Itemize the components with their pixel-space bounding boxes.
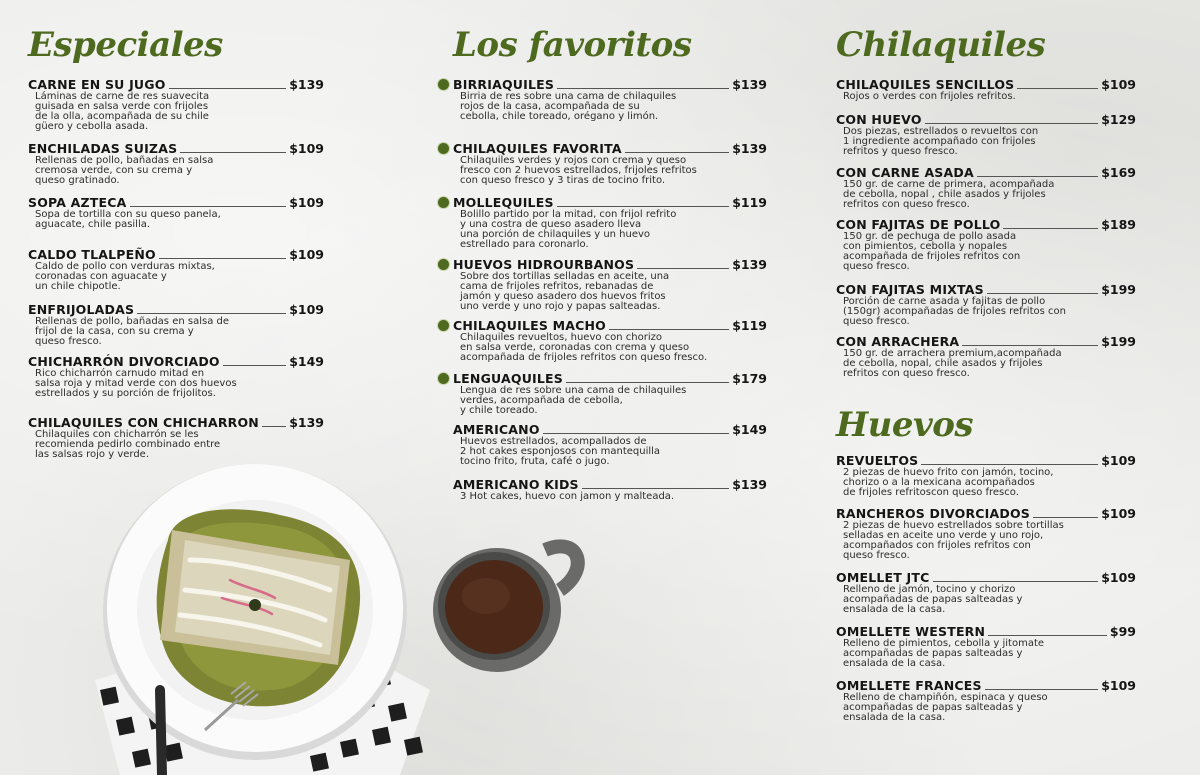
house-badge-icon [437,196,450,209]
item-name: CARNE EN SU JUGO [28,77,166,92]
divider [180,152,286,153]
item-price: $129 [1101,112,1136,127]
item-description: Relleno de pimientos, cebolla y jitomate acompañadas de papas salteadas y ensalada de la casa. [843,638,1045,669]
divider [962,345,1098,346]
item-name: CHILAQUILES FAVORITA [453,141,622,156]
item-price: $109 [1101,77,1136,92]
divider [137,313,286,314]
item-price: $109 [289,195,324,210]
divider [921,464,1098,465]
enchiladas [160,530,350,665]
item-name: ENFRIJOLADAS [28,302,135,317]
divider [933,581,1099,582]
item-name: OMELLETE WESTERN [836,624,986,639]
item-price: $99 [1109,624,1136,639]
item-description: Caldo de pollo con verduras mixtas, coronadas con aguacate y un chile chipotle. [35,261,215,292]
item-price: $139 [732,257,767,272]
item-name: ENCHILADAS SUIZAS [28,141,178,156]
item-description: Sopa de tortilla con su queso panela, aguacate, chile pasilla. [35,209,221,230]
divider [159,258,286,259]
item-description: Láminas de carne de res suavecita guisada en salsa verde con frijoles de la olla, acompañada de su chile güero y cebolla asada. [35,91,210,132]
item-price: $109 [1101,678,1136,693]
item-price: $109 [289,302,324,317]
menu-item [836,282,1136,327]
item-price: $199 [1101,334,1136,349]
item-price: $199 [1101,282,1136,297]
item-description: Huevos estrellados, acompallados de 2 hot cakes esponjosos con mantequilla tocino frito, fruta, café o jugo. [460,436,661,467]
especiales-title: Especiales [28,25,223,65]
divider [1017,88,1098,89]
item-name: RANCHEROS DIVORCIADOS [836,506,1030,521]
divider [262,426,286,427]
item-name: OMELLET JTC [836,570,930,585]
house-badge-icon [437,142,450,155]
item-price: $109 [1101,453,1136,468]
menu-item [836,112,1136,157]
menu-item [453,77,767,122]
item-name: LENGUAQUILES [453,371,563,386]
item-name: CHICHARRÓN DIVORCIADO [28,354,220,369]
menu-item [836,453,1136,498]
house-badge-icon [437,372,450,385]
item-description: Birria de res sobre una cama de chilaquiles rojos de la casa, acompañada de su cebolla, chile toreado, orégano y limón. [460,91,677,122]
favoritos-title: Los favoritos [453,25,692,65]
item-description: 150 gr. de arrachera premium,acompañada de cebolla, nopal, chile asados y frijoles refritos con queso fresco. [843,348,1062,379]
menu-item [836,678,1136,723]
item-description: Rojos o verdes con frijoles refritos. [843,91,1016,102]
item-price: $139 [289,77,324,92]
menu-item [28,77,324,132]
checkered-napkin [95,620,430,775]
menu-item [836,334,1136,379]
item-name: CON CARNE ASADA [836,165,974,180]
menu-item [836,165,1136,210]
item-name: CALDO TLALPEÑO [28,247,156,262]
item-description: Porción de carne asada y fajitas de pollo (150gr) acompañadas de frijoles refritos con queso fresco. [843,296,1066,327]
house-badge-icon [437,319,450,332]
item-price: $149 [289,354,324,369]
item-name: CON ARRACHERA [836,334,960,349]
item-price: $139 [732,477,767,492]
divider [169,88,287,89]
divider [637,268,729,269]
item-description: Chilaquiles revueltos, huevo con chorizo en salsa verde, coronadas con crema y queso acompañada de frijoles refritos con queso fresco. [460,332,708,363]
item-name: CHILAQUILES MACHO [453,318,606,333]
item-description: 2 piezas de huevo estrellados sobre tortillas selladas en aceite uno verde y uno rojo, acompañados con frijoles refritos con queso fresco. [843,520,1064,561]
house-badge-icon [437,258,450,271]
divider [925,123,1099,124]
divider [625,152,729,153]
item-name: CHILAQUILES SENCILLOS [836,77,1015,92]
menu-item [836,506,1136,561]
menu-item [28,141,324,186]
plate [103,464,407,760]
menu-item [28,415,324,460]
item-name: BIRRIAQUILES [453,77,555,92]
divider [977,176,1098,177]
item-price: $109 [289,141,324,156]
menu-item [453,195,767,250]
divider [566,382,729,383]
item-price: $119 [732,195,767,210]
menu-item [836,624,1136,669]
menu-item [453,477,767,502]
item-description: Chilaquiles con chicharrón se les recomienda pedirlo combinado entre las salsas rojo y verde. [35,429,221,460]
divider [985,689,1098,690]
item-price: $169 [1101,165,1136,180]
item-name: REVUELTOS [836,453,919,468]
item-price: $179 [732,371,767,386]
menu-item [453,141,767,186]
item-price: $109 [1101,570,1136,585]
divider [987,293,1098,294]
item-name: SOPA AZTECA [28,195,127,210]
item-description: Rellenas de pollo, bañadas en salsa de frijol de la casa, con su crema y queso fresco. [35,316,229,347]
item-description: Relleno de jamón, tocino y chorizo acompañadas de papas salteadas y ensalada de la casa. [843,584,1023,615]
item-price: $139 [732,141,767,156]
divider [609,329,729,330]
item-price: $109 [289,247,324,262]
menu-item [28,354,324,399]
item-description: Relleno de champiñón, espinaca y queso acompañadas de papas salteadas y ensalada de la casa. [843,692,1048,723]
item-description: Lengua de res sobre una cama de chilaquiles verdes, acompañada de cebolla, y chile toreado. [460,385,687,416]
item-name: CON HUEVO [836,112,922,127]
coffee-cup [433,546,578,672]
menu-item [453,422,767,467]
chilaquiles-title: Chilaquiles [836,25,1046,65]
green-sauce [157,509,360,706]
menu-item [28,302,324,347]
divider [557,206,730,207]
item-description: Rico chicharrón carnudo mitad en salsa roja y mitad verde con dos huevos estrellados y su porción de frijolitos. [35,368,237,399]
menu-item [453,257,767,312]
item-name: MOLLEQUILES [453,195,554,210]
menu-item [453,318,767,363]
item-name: OMELLETE FRANCES [836,678,982,693]
item-description: 2 piezas de huevo frito con jamón, tocino, chorizo o a la mexicana acompañados de frijoles refritoscon queso fresco. [843,467,1054,498]
divider [557,88,729,89]
item-price: $119 [732,318,767,333]
item-price: $139 [289,415,324,430]
item-price: $109 [1101,506,1136,521]
divider [988,635,1107,636]
huevos-title: Huevos [836,405,974,445]
item-price: $139 [732,77,767,92]
divider [1033,517,1098,518]
divider [130,206,287,207]
menu-item [836,217,1136,272]
item-description: Rellenas de pollo, bañadas en salsa cremosa verde, con su crema y queso gratinado. [35,155,214,186]
menu-item [28,247,324,292]
item-description: Sobre dos tortillas selladas en aceite, una cama de frijoles refritos, rebanadas de jamón y queso asadero dos huevos fritos uno verde y uno rojo y papas salteadas. [460,271,670,312]
item-name: AMERICANO [453,422,540,437]
item-name: HUEVOS HIDROURBANOS [453,257,635,272]
menu-item [836,77,1136,102]
item-price: $189 [1101,217,1136,232]
item-description: 150 gr. de pechuga de pollo asada con pimientos, cebolla y nopales acompañada de frijoles refritos con queso fresco. [843,231,1021,272]
divider [223,365,286,366]
item-description: Dos piezas, estrellados o revueltos con 1 ingrediente acompañado con frijoles refritos y queso fresco. [843,126,1039,157]
item-name: CON FAJITAS DE POLLO [836,217,1001,232]
item-description: Chilaquiles verdes y rojos con crema y queso fresco con 2 huevos estrellados, frijoles refritos con queso fresco y 3 tiras de tocino frito. [460,155,697,186]
menu-item [28,195,324,230]
item-price: $149 [732,422,767,437]
house-badge-icon [437,78,450,91]
divider [1003,228,1098,229]
item-name: CHILAQUILES CON CHICHARRON [28,415,259,430]
divider [582,488,729,489]
menu-item [836,570,1136,615]
item-description: Bolillo partido por la mitad, con frijol refrito y una costra de queso asadero lleva una porción de chilaquiles y un huevo estrellado para coronarlo. [460,209,677,250]
item-name: CON FAJITAS MIXTAS [836,282,984,297]
item-description: 150 gr. de carne de primera, acompañada de cebolla, nopal , chile asados y frijoles refritos con queso fresco. [843,179,1055,210]
menu-item [453,371,767,416]
divider [543,433,730,434]
item-name: AMERICANO KIDS [453,477,579,492]
item-description: 3 Hot cakes, huevo con jamon y malteada. [460,491,675,502]
fork [160,682,258,775]
